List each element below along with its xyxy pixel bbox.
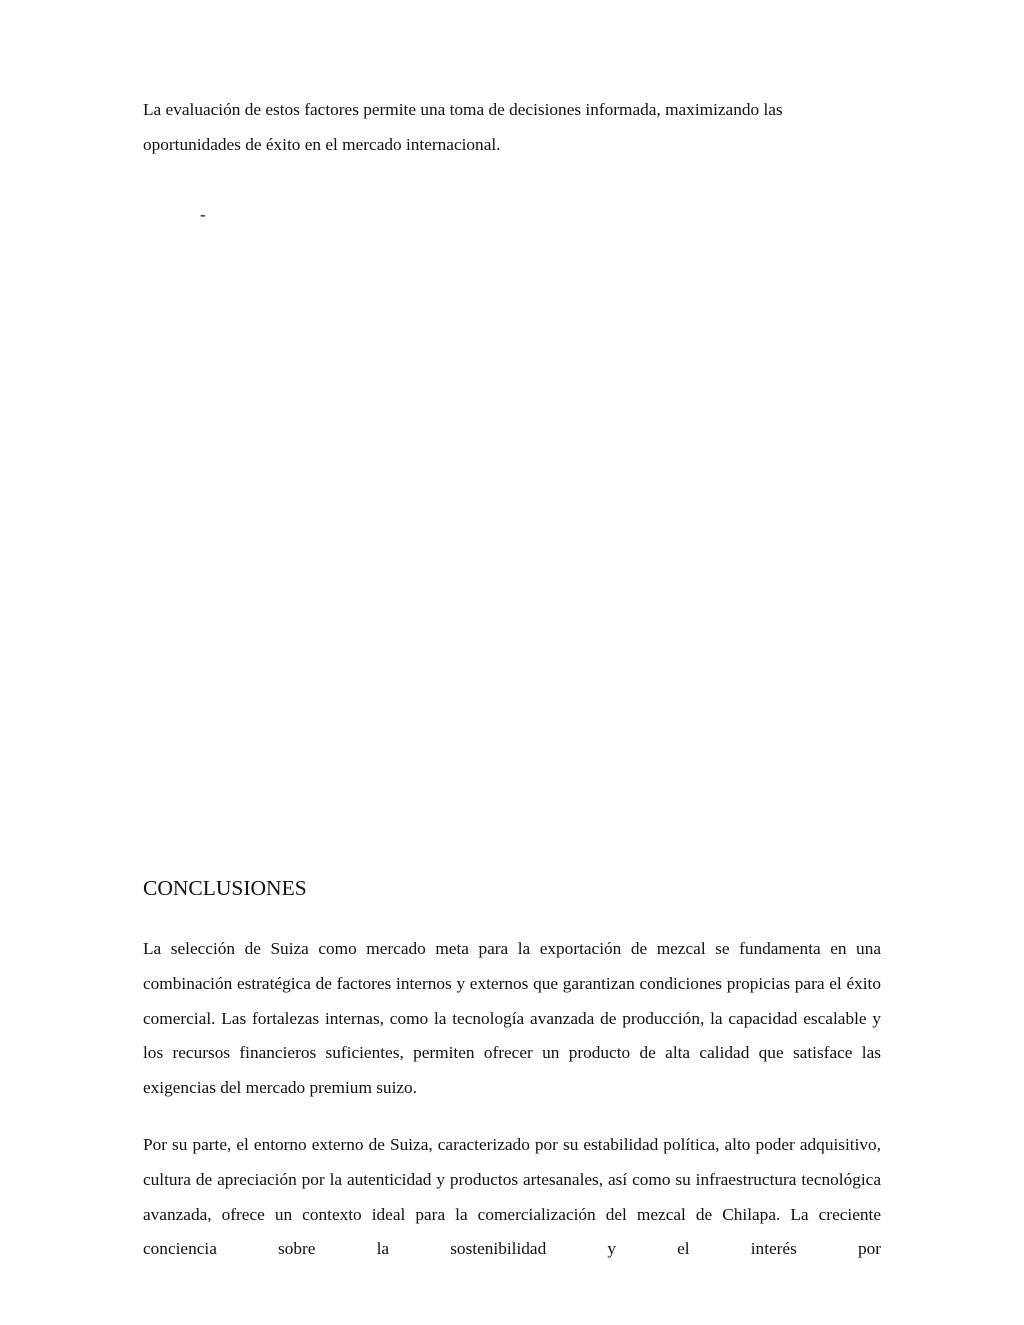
conclusion-paragraph-2: Por su parte, el entorno externo de Suiza, caracterizado por su estabilidad política, alto poder adquisitivo, cultura de apreciación por la autenticidad y productos artesanales, así como su infraestructura tecnológica avanzada, ofrece un contexto ideal para la comercialización del mezcal de Chilapa. La creciente conciencia sobre la sostenibilidad y el interés por (143, 1135, 881, 1259)
intro-paragraph: La evaluación de estos factores permite una toma de decisiones informada, maximizando las oportunidades de éxito en el mercado internacional. (143, 100, 783, 154)
section-heading-conclusiones: CONCLUSIONES (143, 876, 307, 900)
list-dash: - (200, 205, 206, 224)
conclusion-paragraph-1: La selección de Suiza como mercado meta para la exportación de mezcal se fundamenta en una combinación estratégica de factores internos y externos que garantizan condiciones propicias para el éxito comercial. Las fortalezas internas, como la tecnología avanzada de producción, la capacidad escalable y los recursos financieros suficientes, permiten ofrecer un producto de alta calidad que satisface las exigencias del mercado premium suizo. (143, 939, 881, 1098)
